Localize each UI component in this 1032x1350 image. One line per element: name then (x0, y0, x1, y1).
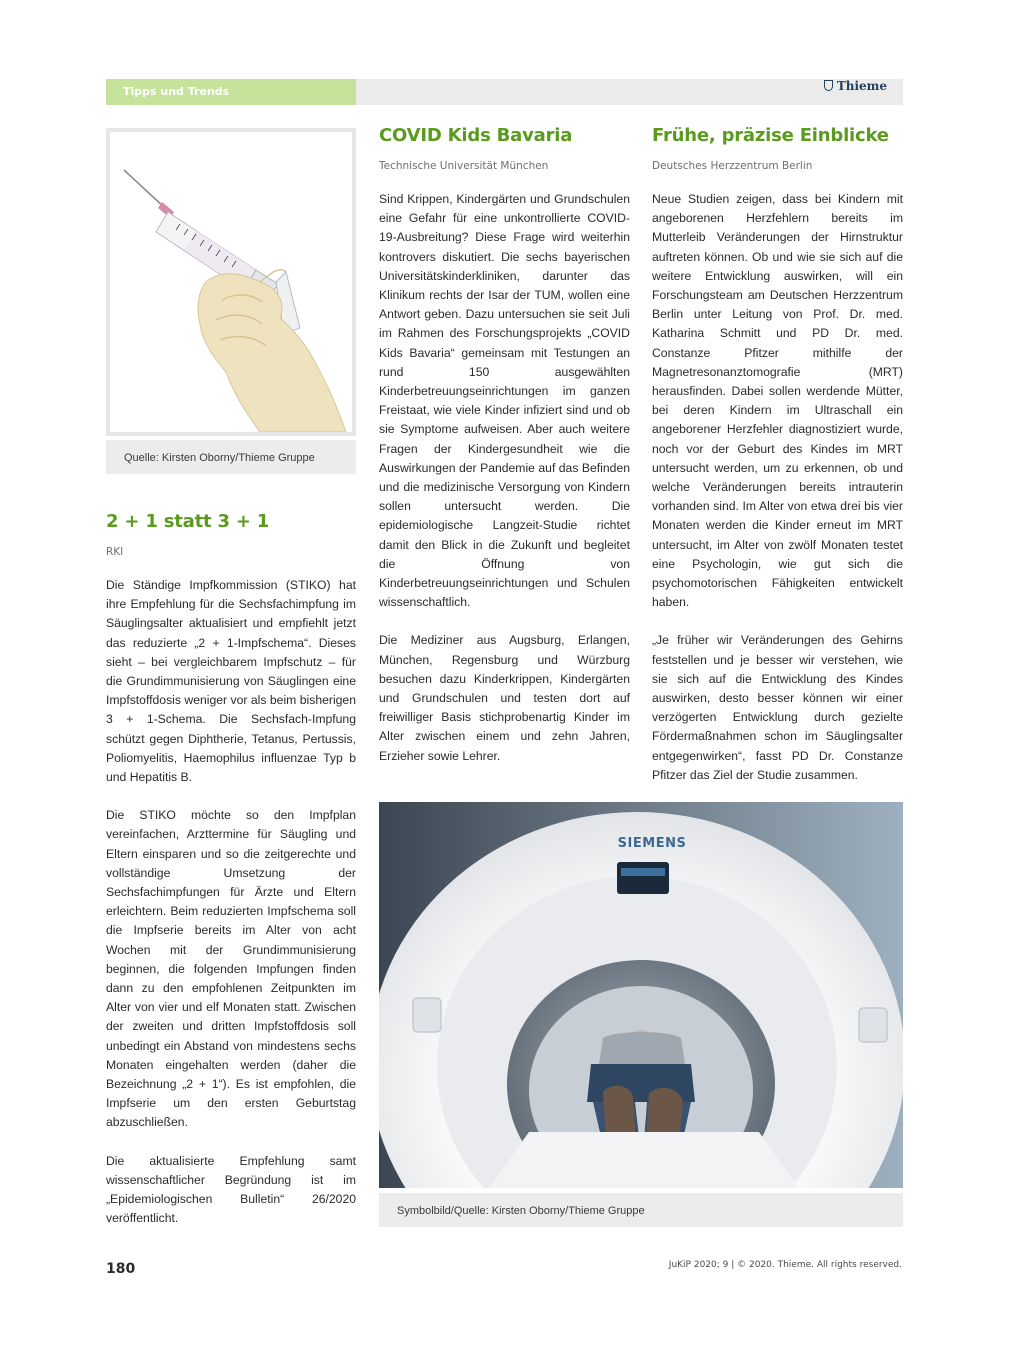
article-title: COVID Kids Bavaria (379, 125, 573, 146)
mri-scanner-illustration (379, 802, 903, 1188)
article-source: RKI (106, 546, 124, 558)
article-title: 2 + 1 statt 3 + 1 (106, 511, 270, 532)
article-source: Technische Universität München (379, 160, 549, 172)
syringe-image (110, 132, 352, 432)
article-source: Deutsches Herzzentrum Berlin (652, 160, 813, 172)
publisher-logo-text: Thieme (836, 79, 887, 93)
journal-citation: JuKiP 2020; 9 | © 2020. Thieme. All rights reserved. (668, 1260, 902, 1270)
article-impfschema (106, 511, 356, 1229)
article-covid-kids-bavaria (379, 125, 630, 766)
mri-photo-caption: Symbolbild/Quelle: Kirsten Oborny/Thieme Gruppe (379, 1193, 903, 1227)
article-paragraph: Sind Krippen, Kindergärten und Grundschulen eine Gefahr für eine unkontrollierte COVID-19-Ausbreitung? Diese Frage wird weiterhin kontrovers diskutiert. Die sechs bayerischen Universitätskinderkliniken, darunter das Klinikum rechts der Isar der TUM, wollen eine Antwort geben. Dazu untersuchen sie seit Juli im Rahmen des Forschungsprojekts „COVID Kids Bavaria“ gemeinsam mit Testungen an rund 150 ausgewählten Kinderbetreuungseinrichtungen im ganzen Freistaat, wie viele Kinder infiziert sind und ob sie Symptome aufweisen. Aber auch weitere Fragen der Kindergesundheit wie die Auswirkungen der Pandemie auf das Befinden und die medizinische Versorgung von Kindern sollen untersucht werden. Die epidemiologische Langzeit-Studie richtet damit den Blick in die Zukunft und begleitet die Öffnung von Kinderbetreuungseinrichtungen und Schulen wissenschaftlich. (379, 192, 630, 610)
thieme-logo-icon (824, 80, 833, 91)
page-number: 180 (106, 1261, 136, 1277)
article-title: Frühe, präzise Einblicke (652, 125, 889, 146)
section-tag: Tipps und Trends (106, 79, 356, 105)
article-paragraph: Die Ständige Impfkommission (STIKO) hat ihre Empfehlung für die Sechsfachimpfung im Säuglingsalter aktualisiert und empfiehlt jetzt das reduzierte „2 + 1-Impfschema“. Dieses sieht – bei vergleichbarem Impfschutz – für die Grundimmunisierung von Säuglingen eine Impfstoffdosis weniger vor als beim bisherigen 3 + 1-Schema. Die Sechsfach-Impfung schützt gegen Diphtherie, Tetanus, Pertussis, Poliomyelitis, Haemophilus influenzae Typ b und Hepatitis B. (106, 578, 356, 785)
article-body (652, 190, 903, 785)
article-paragraph: „Je früher wir Veränderungen des Gehirns feststellen und je besser wir verstehen, wie sie sich auf die Entwicklung des Kindes auswirken, desto besser können wir einer verzögerten Entwicklung durch gezielte Fördermaßnahmen schon im Säuglingsalter entgegenwirken“, fasst PD Dr. Constanze Pfitzer das Ziel der Studie zusammen. (652, 633, 903, 782)
syringe-image-caption: Quelle: Kirsten Oborny/Thieme Gruppe (106, 440, 356, 474)
header-band (106, 79, 903, 105)
syringe-image-frame (106, 128, 356, 436)
mri-photo (379, 802, 903, 1188)
scanner-brand-label: SIEMENS (617, 836, 687, 851)
article-paragraph: Neue Studien zeigen, dass bei Kindern mit angeborenen Herzfehlern bereits im Mutterleib Veränderungen der Hirnstruktur auftreten können. Ob und wie sie sich auf die weitere Entwicklung auswirken, will ein Forschungsteam am Deutschen Herzzentrum Berlin unter Leitung von Prof. Dr. med. Katharina Schmitt und PD Dr. med. Constanze Pfitzer mithilfe der Magnetresonanztomografie (MRT) herausfinden. Dabei sollen werdende Mütter, bei deren Kindern im Ultraschall ein angeborener Herzfehler diagnostiziert wurde, noch vor der Geburt des Kindes im MRT untersucht werden, um zu erkennen, ob und welche Veränderungen bereits intrauterin vorhanden sind. Im Alter von etwa drei bis vier Monaten werden die Kinder erneut im MRT untersucht, im Alter von zwölf Monaten testet eine Psychologin, wie gut sich die psychomotorischen Fähigkeiten entwickelt haben. (652, 192, 903, 610)
syringe-illustration (110, 132, 352, 432)
article-paragraph: Die STIKO möchte so den Impfplan vereinfachen, Arzttermine für Säugling und Eltern einsparen und so die zeitgerechte und vollständige Umsetzung der Sechsfachimpfungen für Ärzte und Eltern erleichtern. Beim reduzierten Impfschema soll die Impfserie bereits im Alter von acht Wochen mit der Grundimmunisierung beginnen, die folgenden Impfungen finden dann zu den empfohlenen Zeitpunkten im Alter von vier und elf Monaten statt. Zwischen der zweiten und dritten Impfstoffdosis soll unbedingt ein Abstand von mindestens sechs Monaten eingehalten werden (daher die Bezeichnung „2 + 1“). Es ist empfohlen, die Impfserie um den ersten Geburtstag abzuschließen. (106, 808, 356, 1130)
article-fruehe-einblicke (652, 125, 903, 785)
publisher-logo (824, 79, 887, 105)
article-paragraph: Die aktualisierte Empfehlung samt wissenschaftlicher Begründung ist im „Epidemiologischen Bulletin“ 26/2020 veröffentlicht. (106, 1153, 356, 1226)
article-body (106, 576, 356, 1229)
article-body (379, 190, 630, 766)
article-paragraph: Die Mediziner aus Augsburg, Erlangen, München, Regensburg und Würzburg besuchen dazu Kinderkrippen, Kindergärten und Grundschulen und testen dort auf freiwilliger Basis stichprobenartig Kinder im Alter zwischen einem und zehn Jahren, Erzieher sowie Lehrer. (379, 633, 630, 763)
